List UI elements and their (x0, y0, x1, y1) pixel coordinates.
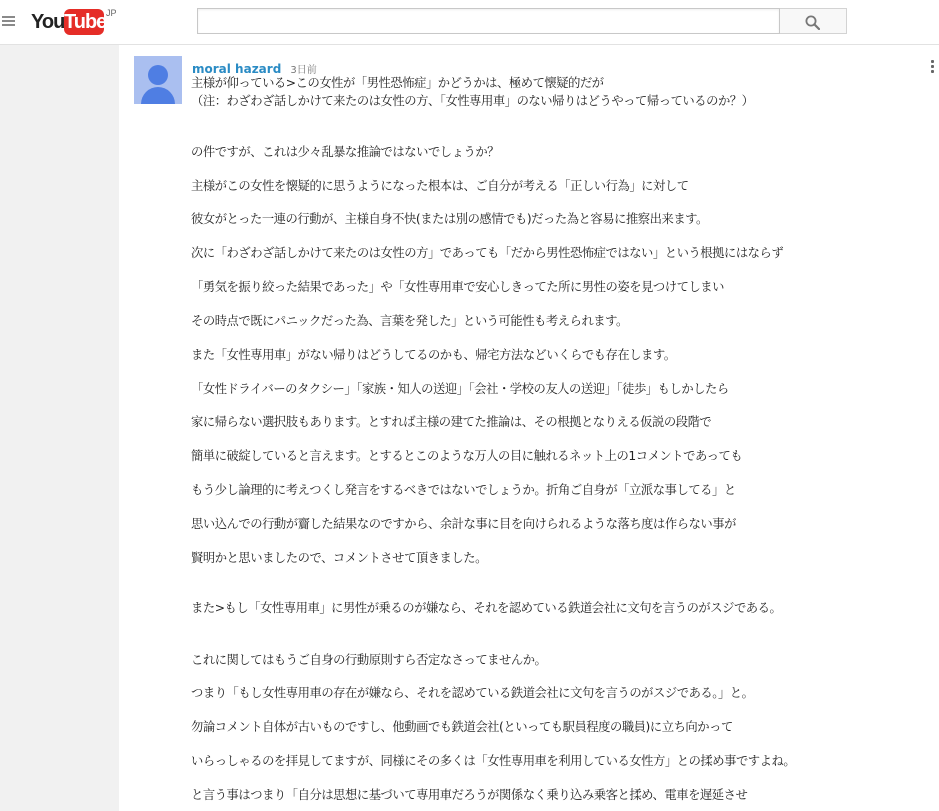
comment-header (192, 58, 317, 74)
comment-line: もう少し論理的に考えつくし発言をするべきではないでしょうか。折角ご自身が「立派な事してる」と (191, 483, 736, 497)
comment-line: 思い込んでの行動が齎した結果なのですから、余計な事に目を向けられるような落ち度は作らない事が (191, 517, 736, 531)
avatar-body-shape (141, 87, 175, 104)
comment-line: 次に「わざわざ話しかけて来たのは女性の方」であっても「だから男性恐怖症ではない」という根拠にはならず (191, 246, 784, 260)
comment-line: 賢明かと思いましたので、コメントさせて頂きました。 (191, 551, 487, 565)
comment-line: つまり「もし女性専用車の存在が嫌なら、それを認めている鉄道会社に文句を言うのがスジである。」と。 (191, 686, 754, 700)
avatar[interactable] (134, 56, 182, 104)
comment-line: 勿論コメント自体が古いものですし、他動画でも鉄道会社(といっても駅員程度の職員)に立ち向かって (191, 720, 733, 734)
comment-line: 主様がこの女性を懐疑的に思うようになった根本は、ご自分が考える「正しい行為」に対して (191, 179, 689, 193)
comment-line: 彼女がとった一連の行動が、主様自身不快(または別の感情でも)だった為と容易に推察出来ます。 (191, 212, 708, 226)
comment-line: 「女性ドライバーのタクシー」「家族・知人の送迎」「会社・学校の友人の送迎」「徒歩」もしかしたら (191, 382, 729, 396)
logo-you-text: You (31, 11, 65, 33)
comment-line: 簡単に破綻していると言えます。とするとこのような万人の目に触れるネット上の1コメントであっても (191, 449, 743, 463)
comment-line: 家に帰らない選択肢もあります。とすれば主様の建てた推論は、その根拠となりえる仮説の段階で (191, 415, 712, 429)
avatar-head-shape (148, 65, 168, 85)
comment-line: 「勇気を振り絞った結果であった」や「女性専用車で安心しきってた所に男性の姿を見つけてしまい (191, 280, 724, 294)
search-input[interactable] (197, 8, 780, 34)
logo-tube-text: Tube (64, 11, 107, 33)
comment-line: の件ですが、これは少々乱暴な推論ではないでしょうか？ (191, 145, 500, 159)
search-icon (805, 15, 820, 30)
comment-timestamp[interactable]: 3日前 (290, 65, 317, 76)
comment-line: （注：わざわざ話しかけて来たのは女性の方、「女性専用車」のない帰りはどうやって帰っているのか？） (191, 94, 754, 108)
comment-line: また「女性専用車」がない帰りはどうしてるのかも、帰宅方法などいくらでも存在します。 (191, 348, 676, 362)
comment-thread (119, 45, 939, 811)
menu-icon[interactable] (2, 14, 16, 28)
comment-line: これに関してはもうご自身の行動原則すら否定なさってませんか。 (191, 653, 547, 667)
comment-line: と言う事はつまり「自分は思想に基づいて専用車だろうが関係なく乗り込み乗客と揉め、電車を遅延させ (191, 788, 748, 802)
comment-line: いらっしゃるのを拝見してますが、同様にその多くは「女性専用車を利用している女性方」との揉め事ですよね。 (191, 754, 796, 768)
comment-line: その時点で既にパニックだった為、言葉を発した」という可能性も考えられます。 (191, 314, 628, 328)
comment-action-menu-icon[interactable] (929, 60, 935, 78)
logo-region-text: JP (106, 8, 117, 18)
comment-line: 主様が仰っている>この女性が「男性恐怖症」かどうかは、極めて懐疑的だが (191, 76, 604, 90)
masthead (0, 0, 939, 45)
search-button[interactable] (780, 8, 847, 34)
left-gutter (0, 45, 119, 811)
comment-line: また>もし「女性専用車」に男性が乗るのが嫌なら、それを認めている鉄道会社に文句を言うのがスジである。 (191, 601, 782, 615)
comment-author[interactable]: moral hazard (192, 62, 282, 76)
